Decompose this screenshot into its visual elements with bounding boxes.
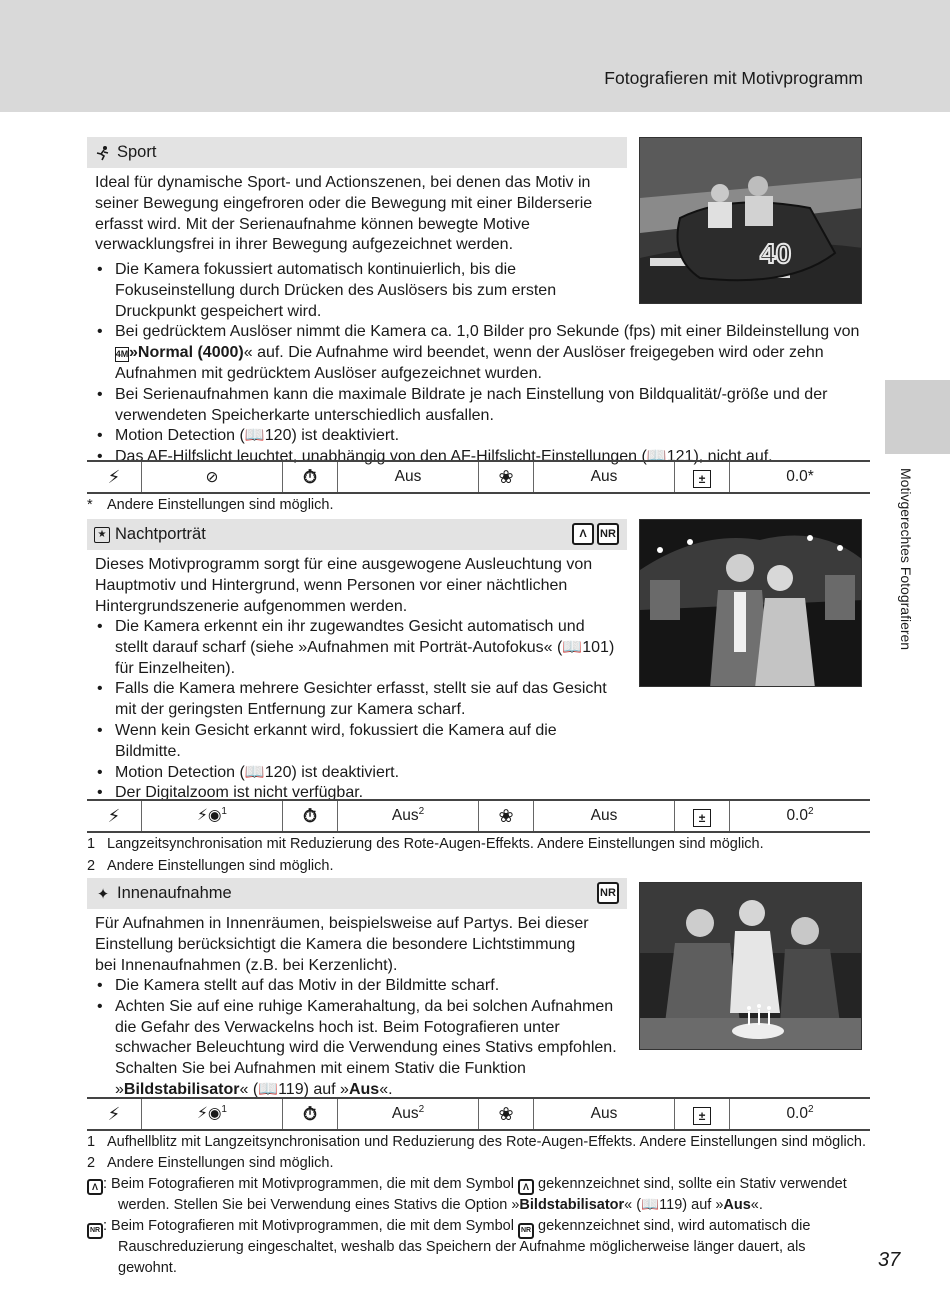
timer-value: Aus: [338, 461, 479, 493]
book-reference-icon: 📖: [562, 638, 583, 656]
page-reference: 121: [666, 448, 694, 466]
image-mode-icon: 4M: [115, 347, 129, 362]
flash-mode-icon: ⚡: [107, 466, 121, 487]
list-item: [95, 322, 865, 384]
party-indoor-icon: ✦: [96, 885, 110, 903]
section-nachtportraet: [87, 519, 862, 879]
exposure-value: [730, 1098, 871, 1130]
section-intro: Für Aufnahmen in Innenräumen, beispielsweise auf Partys. Bei dieser Einstellung berücksichtigt die Kamera die besondere Lichtstimmung bei Innenaufnahmen (z.B. bei Kerzenlicht).: [95, 915, 589, 974]
tripod-icon: Λ: [87, 1179, 103, 1195]
list-item-text: « (: [239, 1080, 259, 1098]
flash-mode-icon: ⚡: [107, 805, 121, 826]
footnote-text: Langzeitsynchronisation mit Reduzierung des Rote-Augen-Effekts. Andere Einstellungen sind möglich.: [107, 836, 764, 852]
page-header-title: Fotografieren mit Motivprogramm: [604, 68, 863, 88]
footnote-ref: 2: [418, 1104, 425, 1116]
page-number: 37: [878, 1249, 901, 1271]
slow-sync-red-eye-icon: ⚡◉$^1$: [142, 800, 283, 832]
tripod-note-cont: [118, 1195, 763, 1216]
flash-mode-icon: ⚡: [107, 1103, 121, 1124]
section-intro: Ideal für dynamische Sport- und Actionszenen, bei denen das Motiv in seiner Bewegung eingefroren oder die Bewegung mit einer Bilderserie erfasst wird. Mit der Serienaufnahme können bewegte Motive verwacklungsfrei in ihrer Bewegung aufgezeichnet werden.: [95, 174, 593, 254]
chapter-side-label-text: Motivgerechtes Fotografieren: [898, 468, 914, 651]
settings-table: [87, 1097, 870, 1131]
list-item-text: Motion Detection (: [115, 763, 245, 781]
book-reference-icon: 📖: [244, 427, 265, 445]
footnote-ref: 1: [221, 806, 227, 818]
list-item: • Die Kamera fokussiert automatisch kontinuierlich, bis die Fokuseinstellung durch Drücken des Auslösers bis zum ersten Druckpunkt gespeichert wird.: [95, 260, 615, 322]
list-item-text: ), nicht auf.: [693, 448, 773, 466]
footnote-mark: 1: [87, 836, 96, 852]
list-item-text: Achten Sie auf eine ruhige Kamerahaltung, da bei solchen Aufnahmen die Gefahr des Verwackelns hoch ist. Beim Fotografieren unter schwacher Beleuchtung wird die Verwendung eines Stativs empfohlen. Schalten Sie bei Aufnahmen mit einem Stativ die Funktion »: [115, 997, 617, 1098]
book-reference-icon: 📖: [641, 1197, 660, 1213]
footnote: [87, 834, 764, 855]
section-badges: [569, 523, 619, 545]
self-timer-icon: ⏱: [283, 800, 338, 832]
list-item-bold: Bildstabilisator: [123, 1080, 240, 1098]
note-bold: Bildstabilisator: [519, 1197, 625, 1213]
section-sport: [87, 137, 862, 513]
book-reference-icon: 📖: [258, 1080, 279, 1098]
list-item-text: Das AF-Hilfslicht leuchtet, unabhängig von den AF-Hilfslicht-Einstellungen (: [115, 448, 647, 466]
list-item-text: « auf. Die Aufnahme wird beendet, wenn der Auslöser freigegeben wird oder zehn Aufnahmen mit gedrücktem Auslöser aufgezeichnet wurden.: [115, 344, 824, 382]
footnote-text: Andere Einstellungen sind möglich.: [107, 858, 334, 874]
symbol-notes: [87, 1174, 862, 1276]
note-text: «.: [750, 1197, 763, 1213]
list-item: [95, 997, 620, 1101]
section-header: [87, 878, 627, 909]
macro-icon: ❀: [479, 461, 534, 493]
settings-table: [87, 799, 870, 833]
list-item-bold: »Normal (4000): [129, 344, 244, 362]
tripod-icon: Λ: [572, 523, 594, 545]
list-item-text: ) für Einzelheiten).: [115, 638, 615, 677]
list-item: • Wenn kein Gesicht erkannt wird, fokussiert die Kamera auf die Bildmitte.: [95, 721, 615, 763]
exposure-value: 0.0*: [730, 461, 871, 493]
slow-sync-red-eye-icon: ⚡◉$^1$: [142, 1098, 283, 1130]
footnote: [87, 1153, 334, 1174]
timer-value: [338, 800, 479, 832]
list-item-text: ) ist deaktiviert.: [291, 763, 400, 781]
list-item-text: ) auf »: [303, 1080, 349, 1098]
macro-value: Aus: [534, 461, 675, 493]
footnote-ref: 1: [221, 1104, 227, 1116]
tripod-icon: Λ: [518, 1179, 534, 1195]
book-reference-icon: 📖: [646, 448, 667, 466]
page-reference: 120: [264, 427, 292, 445]
night-portrait-icon: ★: [94, 527, 110, 543]
exposure-compensation-glyph: ±: [693, 809, 711, 827]
section-badges: [594, 882, 619, 904]
section-title: Sport: [117, 143, 157, 161]
note-text: werden. Stellen Sie bei Verwendung eines Stativs die Option »: [118, 1197, 520, 1213]
section-title: Innenaufnahme: [117, 884, 232, 902]
macro-value: Aus: [534, 1098, 675, 1130]
section-intro: Dieses Motivprogramm sorgt für eine ausgewogene Ausleuchtung von Hauptmotiv und Hintergrund, wenn Personen vor einer nächtlichen Hintergrundszenerie aufgenommen werden.: [95, 556, 593, 615]
flash-off-icon: ⊘: [142, 461, 283, 493]
note-text: : Beim Fotografieren mit Motivprogrammen, die mit dem Symbol: [103, 1176, 518, 1192]
page-reference: 119: [278, 1080, 304, 1098]
macro-icon: ❀: [479, 1098, 534, 1130]
footnote-ref: 2: [808, 1104, 814, 1116]
section-bullets: [95, 260, 865, 468]
svg-text:40: 40: [760, 238, 792, 269]
list-item: • Der Digitalzoom ist nicht verfügbar.: [95, 783, 615, 804]
list-item: • Falls die Kamera mehrere Gesichter erfasst, stellt sie auf das Gesicht mit der geringsten Entfernung zur Kamera scharf.: [95, 679, 615, 721]
noise-reduction-icon: NR: [87, 1223, 103, 1239]
exposure-compensation-glyph: ±: [693, 1107, 711, 1125]
footnote-mark: 2: [87, 858, 96, 874]
footnote-text: Aufhellblitz mit Langzeitsynchronisation und Reduzierung des Rote-Augen-Effekts. Andere Einstellungen sind möglich.: [107, 1134, 867, 1150]
self-timer-icon: ⏱: [283, 1098, 338, 1130]
exposure-compensation-icon: [675, 800, 730, 832]
page-reference: 119: [659, 1197, 683, 1213]
exposure-value: [730, 800, 871, 832]
page-header-band: [0, 0, 950, 112]
footnote: [87, 1132, 866, 1153]
timer-value: [338, 1098, 479, 1130]
footnote-text: Andere Einstellungen sind möglich.: [107, 1155, 334, 1171]
sport-icon: [94, 144, 112, 162]
nr-note: [87, 1216, 810, 1239]
exposure-compensation-glyph: ±: [693, 470, 711, 488]
footnote-mark: 2: [87, 1155, 96, 1171]
exposure-compensation-icon: [675, 461, 730, 493]
list-item-text: Die Kamera erkennt ein ihr zugewandtes Gesicht automatisch und stellt darauf scharf (siehe »Aufnahmen mit Porträt-Autofokus« (: [115, 618, 585, 656]
note-text: « (: [624, 1197, 642, 1213]
chapter-tab: [885, 380, 950, 454]
footnote-ref: 2: [418, 806, 425, 818]
list-item: [95, 617, 615, 679]
chapter-side-label: [892, 468, 916, 668]
footnote: [87, 495, 334, 516]
self-timer-icon: ⏱: [283, 461, 338, 493]
section-title: Nachtporträt: [115, 525, 206, 543]
note-text: : Beim Fotografieren mit Motivprogrammen, die mit dem Symbol: [103, 1218, 518, 1234]
exposure-value-text: 0.0: [786, 807, 808, 825]
macro-value: Aus: [534, 800, 675, 832]
section-header: [87, 137, 627, 168]
page-reference: 101: [582, 638, 609, 656]
footnote-mark: 1: [87, 1134, 96, 1150]
list-item-text: «.: [379, 1080, 393, 1098]
list-item: • Bei Serienaufnahmen kann die maximale Bildrate je nach Einstellung von Bildqualität/-größe und der verwendeten Speicherkarte unterschiedlich ausfallen.: [95, 385, 865, 427]
list-item: [95, 426, 865, 447]
note-bold: Aus: [723, 1197, 751, 1213]
noise-reduction-icon: NR: [597, 523, 619, 545]
note-text: gekennzeichnet sind, sollte ein Stativ verwendet: [534, 1176, 847, 1192]
section-bullets: [95, 617, 615, 804]
timer-value-text: Aus: [391, 807, 419, 825]
page-reference: 120: [264, 763, 292, 781]
nr-note-cont: Rauschreduzierung eingeschaltet, weshalb das Speichern der Aufnahme möglicherweise länger dauert, als gewohnt.: [118, 1239, 806, 1276]
night-portrait-photo: [639, 519, 862, 687]
list-item: • Die Kamera stellt auf das Motiv in der Bildmitte scharf.: [95, 976, 685, 997]
section-header: [87, 519, 627, 550]
tripod-note: [87, 1174, 847, 1195]
settings-table: [87, 460, 870, 494]
list-item-text: Bei gedrücktem Auslöser nimmt die Kamera ca. 1,0 Bilder pro Sekunde (fps) mit einer Bildeinstellung von: [115, 323, 860, 341]
footnote: [87, 856, 334, 877]
list-item-text: ) ist deaktiviert.: [291, 427, 400, 445]
section-bullets: [95, 976, 685, 1101]
noise-reduction-icon: NR: [597, 882, 619, 904]
note-text: ) auf »: [682, 1197, 724, 1213]
macro-icon: ❀: [479, 800, 534, 832]
footnote-mark: *: [87, 497, 93, 513]
footnote-text: Andere Einstellungen sind möglich.: [107, 497, 334, 513]
list-item: [95, 763, 615, 784]
note-text: gekennzeichnet sind, wird automatisch die: [534, 1218, 811, 1234]
exposure-value-text: 0.0: [786, 1105, 808, 1123]
noise-reduction-icon: NR: [518, 1223, 534, 1239]
section-innenaufnahme: [87, 878, 867, 1178]
timer-value-text: Aus: [391, 1105, 419, 1123]
exposure-compensation-icon: [675, 1098, 730, 1130]
list-item-text: Motion Detection (: [115, 427, 245, 445]
footnote-ref: 2: [808, 806, 814, 818]
book-reference-icon: 📖: [244, 763, 265, 781]
list-item-bold: Aus: [348, 1080, 380, 1098]
